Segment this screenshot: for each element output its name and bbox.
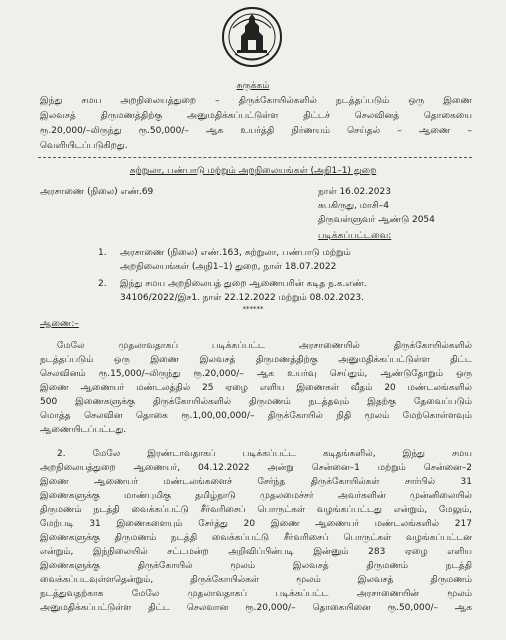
- order-heading: ஆணை:–: [40, 319, 79, 329]
- go-number: அரசாணை (நிலை) எண்.69: [40, 187, 154, 197]
- para1-line: செலவினம் ரூ.15,000/–லிருந்து ரூ.20,000/– ஆக உயர்வு செய்தும், ஆண்டுதோறும் ஒரு: [40, 369, 472, 379]
- summary-title: சுருக்கம்: [236, 81, 270, 91]
- reference-1-line-2: அறநிலையங்கள் (அநி1–1) துறை, நாள் 18.07.2022: [120, 262, 337, 272]
- para2-line: இணைகளுக்கு திருமணம் நடத்தி வைக்கப்பட்டு சீர்வரிசைப் பொருட்கள் வழங்கப்பட்டன: [40, 533, 472, 543]
- para2-line: 2. மேலே இரண்டாவதாகப் படிக்கப்பட்ட கடிதங்களில், இந்து சமய: [57, 449, 472, 459]
- para1-line: இணை ஆணையர் மண்டலத்தில் 25 ஏழை எளிய இணைகள் வீதம் 20 மண்டலங்களில்: [40, 383, 472, 393]
- para2-line: அனுமதிக்கப்பட்டுள்ள திட்ட செலவான ரூ.20,000/– தொகையினை ரூ.50,000/– ஆக: [40, 603, 472, 613]
- para2-line: இணைகளுக்கு திருக்கோயில் மூலம் இலவசத் திருமணம் நடத்தி: [40, 561, 472, 571]
- read-heading: படிக்கப்பட்டவை:: [318, 231, 392, 241]
- para2-line: இணைகளுக்கு மாண்புமிகு தமிழ்நாடு முதலமைச்சர் அவர்களின் முன்னிலையில்: [40, 491, 472, 501]
- reference-number: 1.: [98, 248, 107, 258]
- thiruvalluvar-year: திருவள்ளுவர் ஆண்டு 2054: [318, 215, 435, 225]
- para2-line: நடத்துவதற்காக மேலே முதலாவதாகப் படிக்கப்பட்ட அரசாணையின் மூலம்: [40, 589, 472, 599]
- para2-line: இணை ஆணையர் மண்டலங்களைச் சேர்ந்த திருக்கோயில்கள் சார்பில் 31: [40, 477, 472, 487]
- para2-line: மேற்படி 31 இணைகளையும் சேர்த்து 20 இணை ஆணையர் மண்டலங்களில் 217: [40, 519, 472, 529]
- order-date: நாள் 16.02.2023: [318, 187, 391, 197]
- divider: [38, 157, 472, 158]
- reference-2-line-2: 34106/2022/இச1. நாள் 22.12.2022 மற்றும் 08.02.2023.: [120, 293, 365, 303]
- summary-line-1: இந்து சமய அறநிலையத்துறை – திருக்கோயில்களில் நடத்தப்படும் ஒரு இணை: [40, 96, 472, 106]
- reference-2-line-1: இந்து சமய அறநிலையத் துறை ஆணையரின் கடித ந.க.எண்.: [120, 279, 367, 289]
- para1-line: 500 இணைகளுக்கு திருக்கோயில்களில் திருமணம் நடத்தவும் இதற்கு தேவைப்படும்: [40, 397, 472, 407]
- tamil-nadu-emblem-icon: [221, 6, 283, 68]
- para2-line: வைக்கப்படவுள்ளதென்றும், திருக்கோயில்கள் மூலம் இலவசத் திருமணம்: [40, 575, 472, 585]
- stars-separator: ******: [242, 305, 264, 313]
- summary-line-3: ரூ.20,000/–லிருந்து ரூ.50,000/– ஆக உயர்த்தி நிர்ணயம் செய்தல் – ஆணை –: [40, 126, 472, 136]
- reference-1-line-1: அரசாணை (நிலை) எண்.163, சுற்றுலா, பண்பாடு மற்றும்: [120, 248, 351, 258]
- para1-line: ஆணையிடப்பட்டது.: [40, 425, 127, 435]
- reference-number: 2.: [98, 279, 107, 289]
- tamil-date: சுபகிருது, மாசி–4: [318, 201, 390, 211]
- department-heading: சுற்றுலா, பண்பாடு மற்றும் அறநிலையங்கள் (அநி1–1) துறை: [129, 166, 377, 176]
- summary-line-4: வெளியிடப்படுகிறது.: [40, 141, 128, 151]
- para1-line: நடத்தப்படும் ஒரு இணை இலவசத் திருமணத்திற்கு அனுமதிக்கப்பட்டுள்ள திட்ட: [40, 355, 472, 365]
- para1-line: மேலே முதலாவதாகப் படிக்கப்பட்ட அரசாணையில் திருக்கோயில்களில்: [57, 341, 472, 351]
- para2-line: அறநிலையத்துறை ஆணையர், 04.12.2022 அன்று சென்னை–1 மற்றும் சென்னை–2: [40, 463, 472, 473]
- para2-line: திருமணம் நடத்தி வைக்கப்பட்டு சீர்வரிசைப் பொருட்கள் வழங்கப்பட்டது என்றும், மேலும்,: [40, 505, 472, 515]
- summary-line-2: இலவசத் திருமணத்திற்கு அனுமதிக்கப்பட்டுள்ள திட்டச் செலவினத் தொகையை: [40, 111, 472, 121]
- para1-line: மொத்த செலவின தொகை ரூ.1,00,00,000/– திருக்கோயில் நிதி மூலம் மேற்கொள்ளவும்: [40, 411, 472, 421]
- para2-line: என்றும், இந்நிலையில் சட்டமன்ற அறிவிப்பின்படி இன்னும் 283 ஏழை எளிய: [40, 547, 472, 557]
